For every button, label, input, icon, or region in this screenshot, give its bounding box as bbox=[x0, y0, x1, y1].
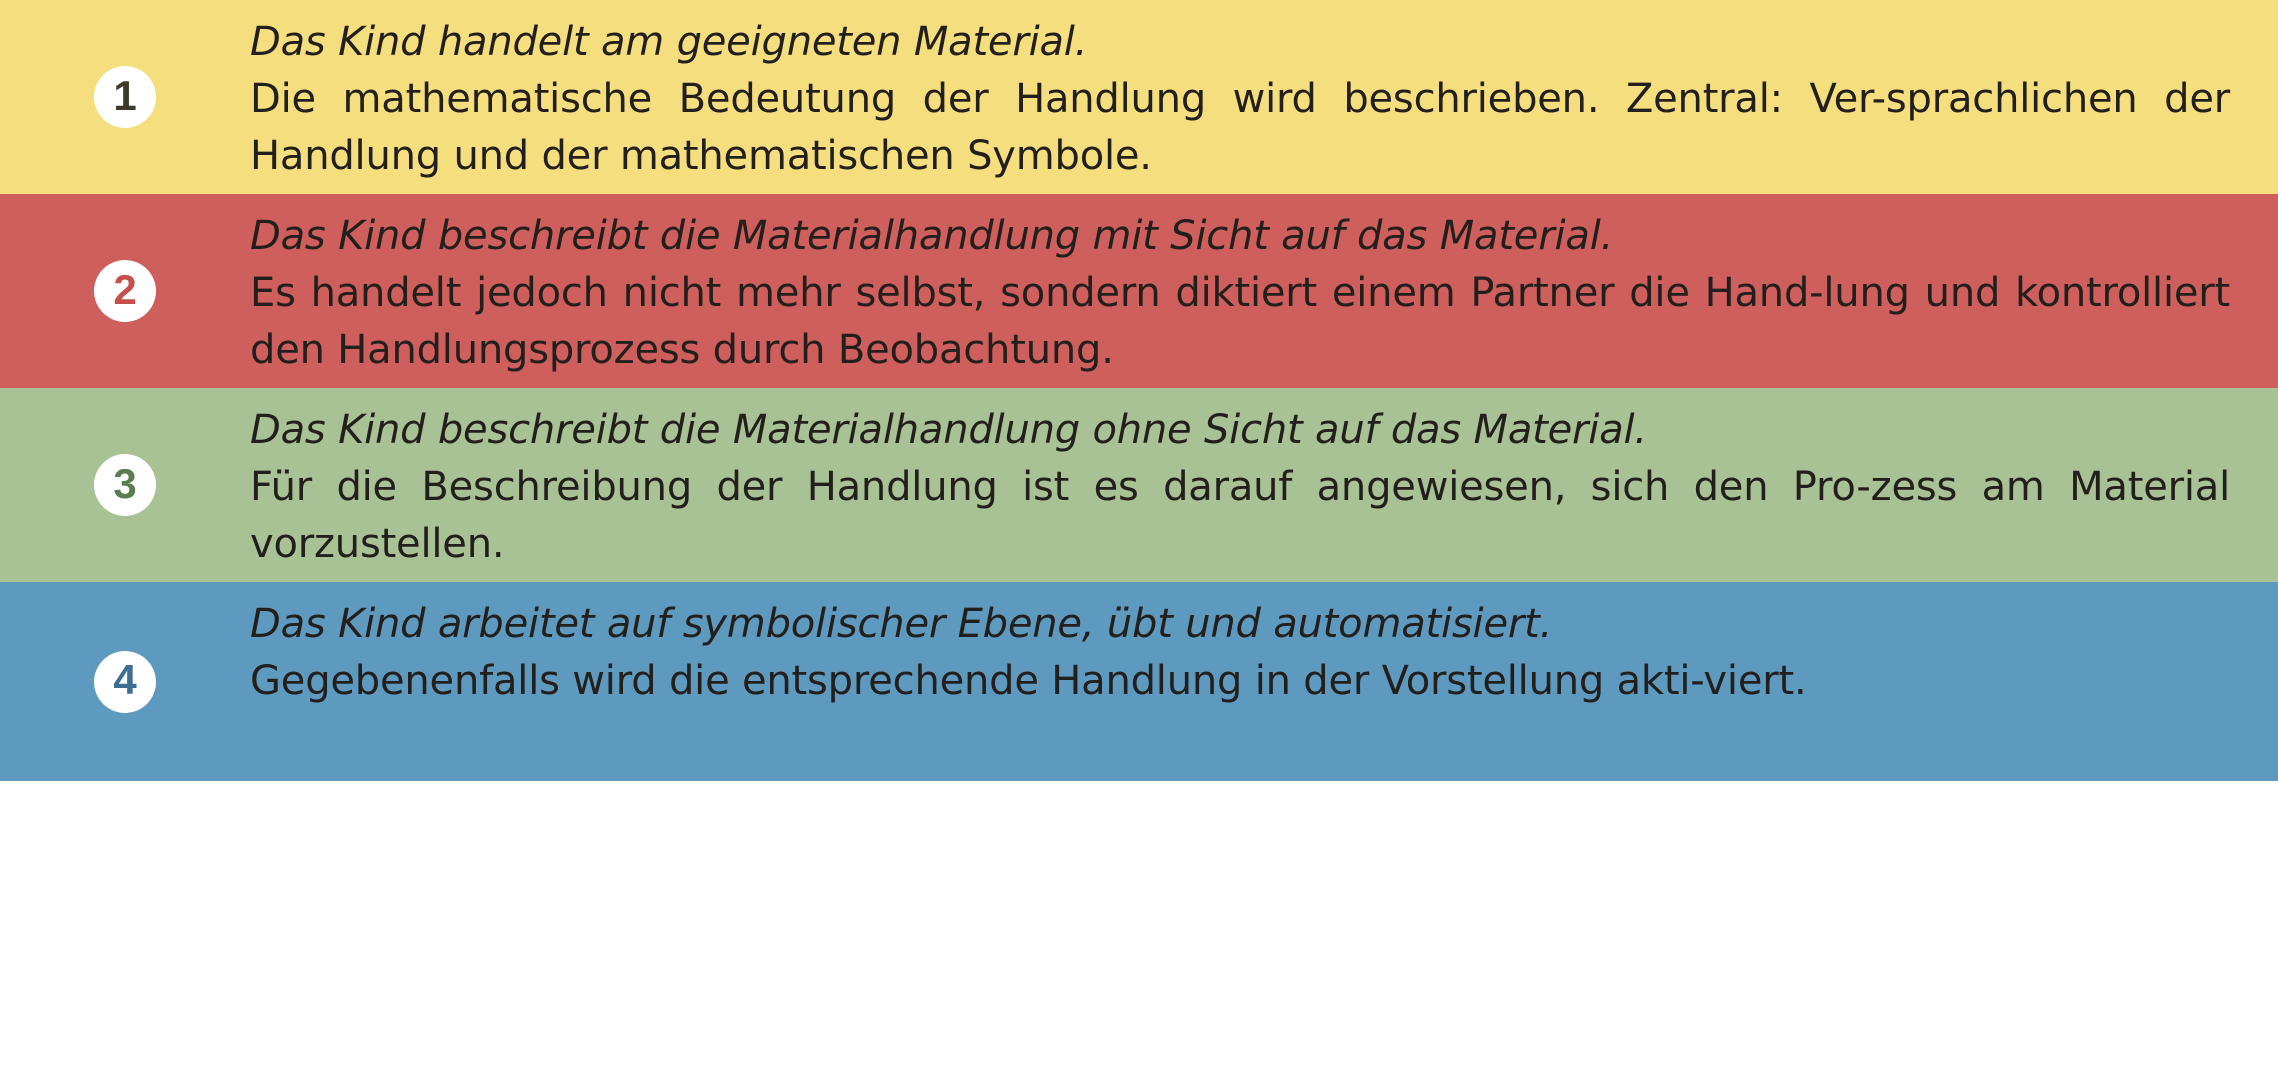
step-lead-2: Das Kind beschreibt die Materialhandlung mit Sicht auf das Material. bbox=[250, 213, 1614, 259]
step-number-badge-2: 2 bbox=[94, 260, 156, 322]
step-badge-container-4 bbox=[0, 582, 250, 781]
step-row-3 bbox=[0, 388, 2278, 582]
step-lead-1: Das Kind handelt am geeigneten Material. bbox=[250, 19, 1088, 65]
step-badge-container-3 bbox=[0, 388, 250, 582]
step-text-3 bbox=[250, 388, 2278, 582]
step-body-3: Für die Beschreibung der Handlung ist es darauf angewiesen, sich den Pro-zess am Material vorzustellen. bbox=[250, 463, 2230, 567]
step-badge-container-2 bbox=[0, 194, 250, 388]
step-number-badge-3: 3 bbox=[94, 454, 156, 516]
step-number-badge-1: 1 bbox=[94, 66, 156, 128]
step-badge-container-1 bbox=[0, 0, 250, 194]
step-body-2: Es handelt jedoch nicht mehr selbst, sondern diktiert einem Partner die Hand-lung und kontrolliert den Handlungsprozess durch Beobachtung. bbox=[250, 269, 2230, 373]
step-row-1 bbox=[0, 0, 2278, 194]
step-text-2 bbox=[250, 194, 2278, 388]
step-lead-4: Das Kind arbeitet auf symbolischer Ebene, übt und automatisiert. bbox=[250, 601, 1553, 647]
step-body-4: Gegebenenfalls wird die entsprechende Handlung in der Vorstellung akti-viert. bbox=[250, 657, 1807, 704]
step-row-4 bbox=[0, 582, 2278, 781]
step-row-2 bbox=[0, 194, 2278, 388]
step-body-1: Die mathematische Bedeutung der Handlung wird beschrieben. Zentral: Ver-sprachlichen der Handlung und der mathematischen Symbole. bbox=[250, 75, 2230, 179]
step-text-4 bbox=[250, 582, 2278, 781]
step-number-badge-4: 4 bbox=[94, 651, 156, 713]
step-lead-3: Das Kind beschreibt die Materialhandlung ohne Sicht auf das Material. bbox=[250, 407, 1647, 453]
step-text-1 bbox=[250, 0, 2278, 194]
